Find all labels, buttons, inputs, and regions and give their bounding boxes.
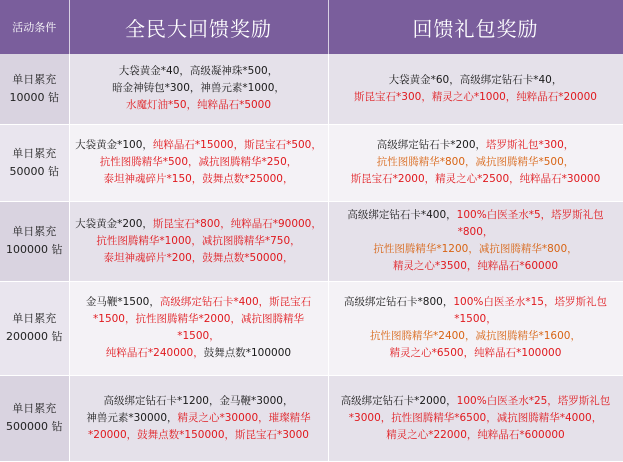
reward-item-text: 高级绑定钻石卡*1200，金马鞭*3000， [103,394,294,407]
reward-item-text: 鼓舞点数*100000 [203,347,292,359]
recharge-condition [0,201,69,281]
reward-item-text: 抗性图腾精华*1000，减抗图腾精华*750， [96,234,301,247]
reward-item-text: 斯昆宝石*300， [354,90,432,103]
reward-line [333,137,619,154]
reward-line [74,171,324,188]
gift-pack-reward-cell [328,201,623,281]
reward-item-text: 璀璨精华 [268,411,311,424]
reward-item-text: 纯粹晶石*20000 [516,90,597,103]
all-players-reward-cell [69,375,328,461]
reward-item-text: 斯昆宝石*800，纯粹晶石*90000， [152,217,322,230]
reward-line [333,241,619,258]
reward-item-text: 泰坦神魂碎片*200，鼓舞点数*50000， [103,251,294,264]
reward-line [74,311,324,345]
header-row [0,0,623,54]
reward-item-text: 精灵之心*6500，纯粹晶石*100000 [389,347,562,359]
reward-item-text: 大袋黄金*40，高级凝神珠*500， [118,65,279,78]
reward-item-text: 暗金神铸包*300，神兽元素*1000， [112,82,285,95]
reward-line [333,427,619,444]
reward-line [333,294,619,311]
reward-item-text: 精灵之心*3500，纯粹晶石*60000 [392,260,559,272]
reward-item-text: 纯粹晶石*15000，斯昆宝石*500， [152,139,322,151]
table-row [0,124,623,201]
reward-item-text: 高级绑定钻石卡*200， [376,139,486,151]
reward-line [74,250,324,267]
recharge-label: 单日累充 [12,146,57,160]
reward-item-text: 精灵之心*1000， [431,90,517,103]
reward-line [333,154,619,171]
reward-line [333,207,619,241]
reward-item-text: 100%白医圣水*25，塔罗斯礼包 [456,394,611,407]
reward-item-text: 抗性图腾精华*500，减抗图腾精华*250， [99,156,298,168]
gift-pack-reward-cell [328,375,623,461]
recharge-amount: 50000 钻 [9,164,59,178]
recharge-amount: 100000 钻 [6,243,63,256]
reward-item-text: 精灵之心*30000， [177,411,269,424]
reward-item-text: 金马鞭*1500， [85,296,160,308]
reward-item-text: 大袋黄金*100， [75,139,153,151]
reward-line [333,89,619,106]
reward-item-text: 100%白医圣水*15，塔罗斯礼包 [453,296,607,308]
reward-line [74,154,324,171]
recharge-condition [0,375,69,461]
all-players-reward-cell [69,124,328,201]
reward-item-text: 抗性图腾精华*1200，减抗图腾精华*800， [373,243,578,255]
recharge-label: 单日累充 [12,312,57,325]
reward-line [74,216,324,233]
gift-pack-reward-cell [328,281,623,375]
reward-item-text: *20000，鼓舞点数*150000，斯昆宝石*3000 [88,428,309,441]
reward-line [333,410,619,427]
reward-item-text: 高级绑定钻石卡*800， [344,296,454,308]
reward-line [333,258,619,275]
reward-item-text: 大袋黄金*60，高级绑定钻石卡*40， [388,73,563,86]
reward-item-text: 大袋黄金*200， [75,217,153,230]
reward-item-text: 100%白医圣水*5，塔罗斯礼包*800， [456,209,604,238]
reward-line [74,137,324,154]
table-row [0,281,623,375]
reward-item-text: 神兽元素*30000， [86,411,178,424]
recharge-amount: 500000 钻 [6,420,63,433]
reward-line [74,294,324,311]
reward-item-text: 斯昆宝石*2000，精灵之心*2500，纯粹晶石*30000 [350,173,601,185]
reward-line [333,328,619,345]
recharge-condition [0,124,69,201]
recharge-condition [0,54,69,124]
reward-item-text: 塔罗斯礼包*300， [486,139,575,151]
recharge-condition [0,281,69,375]
recharge-label: 单日累充 [12,402,57,415]
reward-line [74,97,324,114]
table-row [0,375,623,461]
reward-item-text: *3000，抗性图腾精华*6500，减抗图腾精华*4000， [348,411,603,424]
reward-line [333,393,619,410]
reward-line [74,393,324,410]
reward-item-text: 泰坦神魂碎片*150，鼓舞点数*25000， [103,173,294,185]
table-row [0,201,623,281]
reward-item-text: *1500， [454,313,497,325]
reward-item-text: 纯粹晶石*240000， [105,347,204,359]
reward-item-text: 抗性图腾精华*800，减抗图腾精华*500， [376,156,575,168]
reward-line [74,80,324,97]
reward-line [333,345,619,362]
reward-item-text: 高级绑定钻石卡*400， [347,209,457,221]
header-gift-pack-reward: 回馈礼包奖励 [328,0,623,54]
reward-line [74,410,324,427]
reward-item-text: *1500，抗性图腾精华*2000，减抗图腾精华*1500， [93,313,304,342]
all-players-reward-cell [69,54,328,124]
table-row [0,54,623,124]
reward-line [333,311,619,328]
reward-line [74,233,324,250]
reward-line [333,171,619,188]
reward-line [74,427,324,444]
gift-pack-reward-cell [328,124,623,201]
all-players-reward-cell [69,201,328,281]
reward-line [74,63,324,80]
recharge-label: 单日累充 [12,225,57,238]
header-all-players-reward: 全民大回馈奖励 [69,0,328,54]
recharge-amount: 10000 钻 [9,90,59,104]
reward-line [333,72,619,89]
reward-item-text: 水魔灯油*50，纯粹晶石*5000 [125,99,272,112]
header-condition: 活动条件 [0,0,69,54]
reward-item-text: 精灵之心*22000，纯粹晶石*600000 [386,428,565,441]
reward-item-text: 高级绑定钻石卡*400，斯昆宝石 [159,296,312,308]
recharge-amount: 200000 钻 [6,330,63,343]
reward-line [74,345,324,362]
reward-item-text: 抗性图腾精华*2400，减抗图腾精华*1600， [370,330,581,342]
gift-pack-reward-cell [328,54,623,124]
all-players-reward-cell [69,281,328,375]
reward-item-text: 高级绑定钻石卡*2000， [340,394,457,407]
recharge-label: 单日累充 [12,72,57,86]
